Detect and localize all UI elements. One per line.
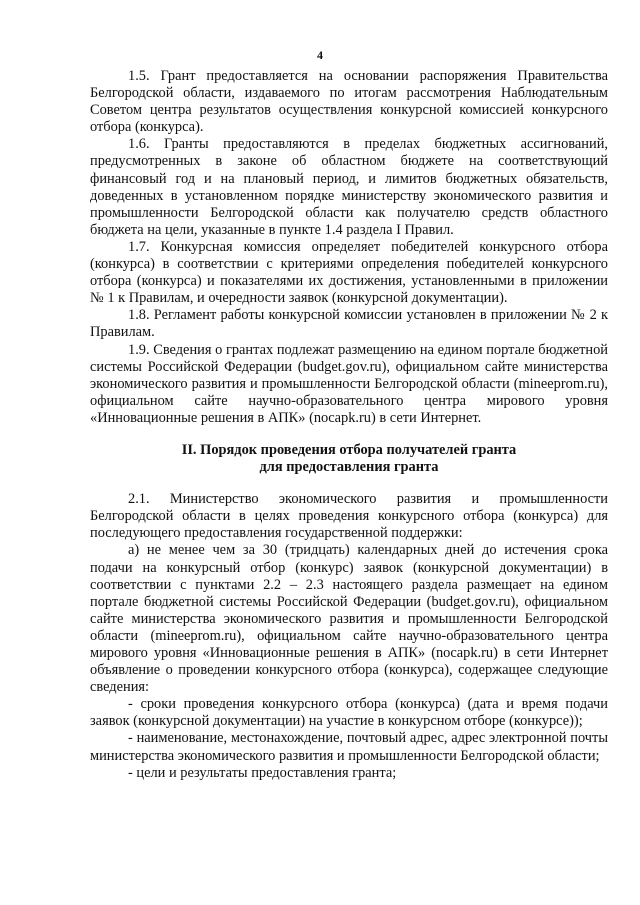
paragraph-1-8: 1.8. Регламент работы конкурсной комиссии установлен в приложении № 2 к Правилам. xyxy=(90,307,608,341)
list-item-deadlines: - сроки проведения конкурсного отбора (конкурса) (дата и время подачи заявок (конкурсной документации) на участие в конкурсном отборе (конкурсе)); xyxy=(90,696,608,730)
spacer xyxy=(90,476,608,491)
paragraph-1-9: 1.9. Сведения о грантах подлежат размещению на едином портале бюджетной системы Российской Федерации (budget.gov.ru), официальном сайте министерства экономического развития и промышленности Белгородской области (mineeprom.ru), официальном сайте научно-образовательного центра мирового уровня «Инновационные решения в АПК» (nocapk.ru) в сети Интернет. xyxy=(90,341,608,426)
document-body xyxy=(90,68,608,782)
paragraph-1-6: 1.6. Гранты предоставляются в пределах бюджетных ассигнований, предусмотренных в законе об областном бюджете на соответствующий финансовый год и на плановый период, и лимитов бюджетных обязательств, доведенных в установленном порядке министерству экономического развития и промышленности Белгородской области как получателю средств областного бюджета на цели, указанные в пункте 1.4 раздела I Правил. xyxy=(90,136,608,238)
spacer xyxy=(90,427,608,442)
list-item-contacts: - наименование, местонахождение, почтовый адрес, адрес электронной почты министерства экономического развития и промышленности Белгородской области; xyxy=(90,730,608,764)
paragraph-2-1: 2.1. Министерство экономического развития и промышленности Белгородской области в целях проведения конкурсного отбора (конкурса) для последующего предоставления государственной поддержки: xyxy=(90,491,608,542)
page-number: 4 xyxy=(317,48,323,62)
paragraph-1-7: 1.7. Конкурсная комиссия определяет победителей конкурсного отбора (конкурса) в соответствии с критериями определения победителей конкурсного отбора (конкурса) и показателями их достижения, установленными в приложении № 1 к Правилам, и очередности заявок (конкурсной документации). xyxy=(90,238,608,307)
section-heading-line-2: для предоставления гранта xyxy=(259,459,439,476)
section-heading-line-1: II. Порядок проведения отбора получателей гранта xyxy=(181,441,517,458)
paragraph-1-5: 1.5. Грант предоставляется на основании распоряжения Правительства Белгородской области, издаваемого по итогам рассмотрения Наблюдательным Советом центра результатов осуществления конкурсной комиссией конкурсного отбора (конкурса). xyxy=(90,68,608,136)
paragraph-2-1-a: а) не менее чем за 30 (тридцать) календарных дней до истечения срока подачи на конкурсный отбор (конкурс) заявок (конкурсной документации) в соответствии с пунктами 2.2 – 2.3 настоящего раздела размещает на едином портале бюджетной системы Российской Федерации (budget.gov.ru), официальном сайте министерства экономического развития и промышленности Белгородской области (mineeprom.ru), официальном сайте научно-образовательного центра мирового уровня «Инновационные решения в АПК» (nocapk.ru) в сети Интернет объявление о проведении конкурсного отбора (конкурса), содержащее следующие сведения: xyxy=(90,542,608,696)
list-item-goals: - цели и результаты предоставления гранта; xyxy=(128,764,397,781)
